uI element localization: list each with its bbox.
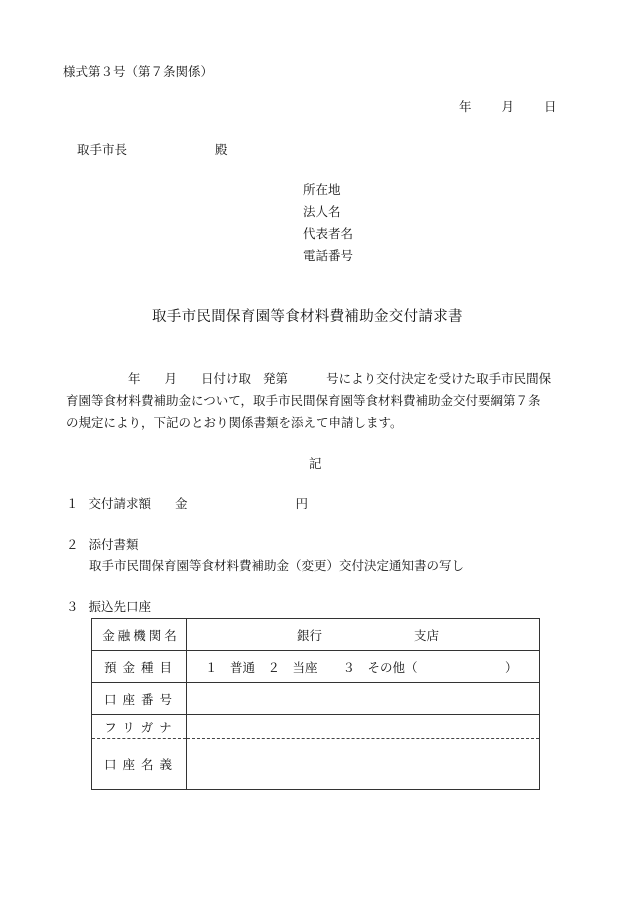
- account-holder-label: 口座名義: [92, 739, 187, 790]
- body-year: 年: [128, 371, 141, 386]
- item-3-label: 振込先口座: [88, 599, 152, 614]
- row-deposit-type: [92, 651, 540, 683]
- account-number-label: 口座番号: [92, 683, 187, 715]
- item-2-number: ２: [66, 537, 79, 552]
- date-month: 月: [501, 99, 515, 114]
- addressee: [77, 142, 228, 158]
- item-1-label: 交付請求額: [88, 496, 152, 511]
- row-furigana: [92, 715, 540, 739]
- account-number-field[interactable]: [187, 683, 540, 715]
- item-1: [66, 496, 308, 512]
- item-3-number: ３: [66, 599, 79, 614]
- date-line: [459, 99, 557, 115]
- item-1-unit: 円: [295, 496, 309, 511]
- body-line-3: の規定により，下記のとおり関係書類を添えて申請します。: [66, 415, 403, 430]
- form-number: 様式第３号（第７条関係）: [63, 64, 214, 79]
- branch-label: 支店: [414, 627, 440, 643]
- body-line-1: [66, 368, 586, 390]
- body-issue-prefix: 発第: [263, 371, 289, 386]
- item-2-detail: 取手市民間保育園等食材料費補助金（変更）交付決定通知書の写し: [89, 558, 465, 573]
- deposit-type-options[interactable]: １ 普通 ２ 当座 ３ その他（ ）: [187, 651, 540, 683]
- institution-label: 金融機関名: [92, 619, 187, 651]
- row-institution: [92, 619, 540, 651]
- institution-field[interactable]: [187, 619, 540, 651]
- body-date-prefix: 日付け取: [201, 371, 252, 386]
- furigana-field[interactable]: [187, 715, 540, 739]
- applicant-field-phone: 電話番号: [303, 248, 354, 263]
- item-2-label: 添付書類: [88, 537, 139, 552]
- date-year: 年: [459, 99, 472, 114]
- item-1-currency: 金: [175, 496, 188, 511]
- applicant-field-address: 所在地: [303, 182, 341, 197]
- item-2: [66, 537, 139, 553]
- request-body: [66, 368, 586, 434]
- account-holder-field[interactable]: [187, 739, 540, 790]
- body-month: 月: [164, 371, 178, 386]
- body-line1-rest: 号により交付決定を受けた取手市民間保: [326, 371, 552, 386]
- account-table: [91, 618, 540, 790]
- applicant-field-corporation: 法人名: [303, 204, 341, 219]
- document-title: 取手市民間保育園等食材料費補助金交付請求書: [152, 309, 463, 325]
- bank-label: 銀行: [297, 627, 323, 643]
- addressee-name: 取手市長: [77, 142, 128, 157]
- addressee-honorific: 殿: [215, 142, 228, 157]
- deposit-type-label: 預金種目: [92, 651, 187, 683]
- row-account-number: [92, 683, 540, 715]
- body-line-2: 育園等食材料費補助金について，取手市民間保育園等食材料費補助金交付要綱第７条: [66, 393, 541, 408]
- item-3: [66, 599, 151, 615]
- date-day: 日: [544, 99, 557, 114]
- ki-heading: 記: [309, 456, 322, 471]
- item-1-number: １: [66, 496, 79, 511]
- row-account-holder: [92, 739, 540, 790]
- applicant-field-representative: 代表者名: [303, 226, 354, 241]
- furigana-label: フリガナ: [92, 715, 187, 739]
